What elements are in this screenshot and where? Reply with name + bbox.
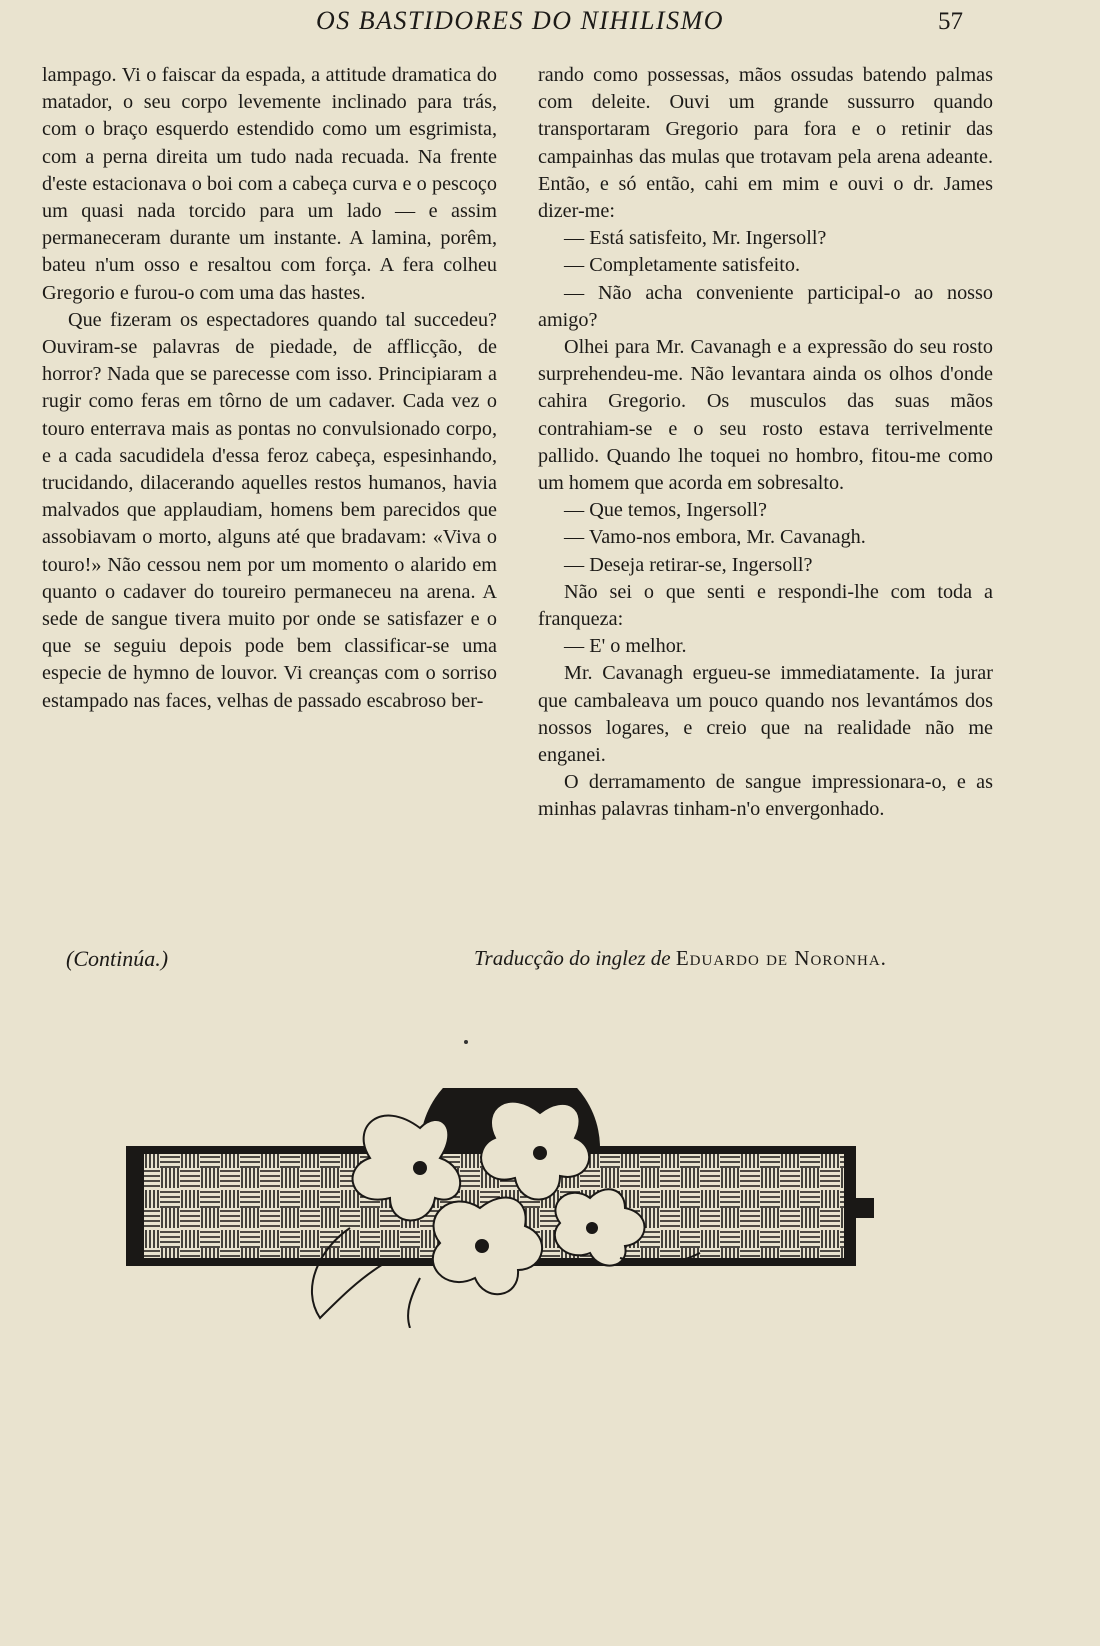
dialogue-line: — Está satisfeito, Mr. Ingersoll? <box>564 227 827 250</box>
dialogue-line: — Não acha conveniente participal-o ao nosso amigo? <box>538 281 993 331</box>
left-column <box>42 62 497 715</box>
right-column <box>538 62 993 824</box>
ink-speck <box>464 1040 468 1044</box>
translation-credit <box>474 946 887 971</box>
paragraph: lampago. Vi o faiscar da espada, a attitude dramatica do matador, o seu corpo levemente inclinado para trás, com o braço esquerdo estendido como um esgrimista, com a perna direita um tudo nada recuada. Na frente d'este estacionava o boi com a cabeça curva e o pescoço um quasi nada torcido para um lado — e assim permaneceram durante um instante. A lamina, porêm, bateu n'um osso e resaltou com força. A fera colheu Gregorio e furou-o com uma das hastes. <box>42 64 497 304</box>
running-head: OS BASTIDORES DO NIHILISMO <box>315 6 724 35</box>
paragraph: Olhei para Mr. Cavanagh e a expressão do seu rosto surprehendeu-me. Não levantara ainda os olhos d'onde cahira Gregorio. Os musculos das suas mãos contrahiam-se e o seu rosto estava terrivelmente pallido. Quando lhe toquei no hombro, fitou-me como um homem que acorda em sobresalto. <box>538 336 993 495</box>
page-number: 57 <box>938 8 963 35</box>
translator-name: Eduardo de Noronha. <box>675 946 887 970</box>
dialogue-line: — E' o melhor. <box>564 635 687 658</box>
dialogue-line: — Completamente satisfeito. <box>564 254 801 277</box>
dialogue-line: — Que temos, Ingersoll? <box>564 499 767 522</box>
paragraph: O derramamento de sangue impressionara-o, e as minhas palavras tinham-n'o envergonhado. <box>538 771 993 821</box>
continues-note: (Continúa.) <box>66 946 169 971</box>
translation-prefix: Traducção do inglez de <box>474 946 671 970</box>
flower-basketweave-tailpiece-icon <box>120 1088 920 1328</box>
paragraph: Que fizeram os espectadores quando tal succedeu? Ouviram-se palavras de piedade, de afflicção, de horror? Nada que se parecesse com isso. Principiaram a rugir como feras em tôrno de um cadaver. Cada vez o touro enterrava mais as pontas no convulsionado corpo, e a cada sacudidela d'essa feroz cabeça, espesinhando, trucidando, dilacerando aquelles restos humanos, havia malvados que applaudiam, homens bem parecidos que assobiavam o morto, alguns até que bradavam: «Viva o touro!» Não cessou nem por um momento o alarido em quanto o cadaver do toureiro permaneceu na arena. A sede de sangue tivera muito por onde se satisfazer e o que se seguiu depois pode bem classificar-se uma especie de hymno de louvor. Vi creanças com o sorriso estampado nas faces, velhas de passado escabroso ber- <box>42 308 497 712</box>
paragraph: Não sei o que senti e respondi-lhe com toda a franqueza: <box>538 580 993 631</box>
dialogue-line: — Deseja retirar-se, Ingersoll? <box>564 553 813 576</box>
paragraph: rando como possessas, mãos ossudas batendo palmas com deleite. Ouvi um grande sussurro quando transportaram Gregorio para fora e o retinir das campainhas das mulas que trotavam pela arena adeante. Então, e só então, cahi em mim e ouvi o dr. James dizer-me: <box>538 64 993 223</box>
dialogue-line: — Vamo-nos embora, Mr. Cavanagh. <box>564 526 866 549</box>
paragraph: Mr. Cavanagh ergueu-se immediatamente. Ia jurar que cambaleava um pouco quando nos levantámos dos nossos logares, e creio que na realidade não me enganei. <box>538 662 993 767</box>
